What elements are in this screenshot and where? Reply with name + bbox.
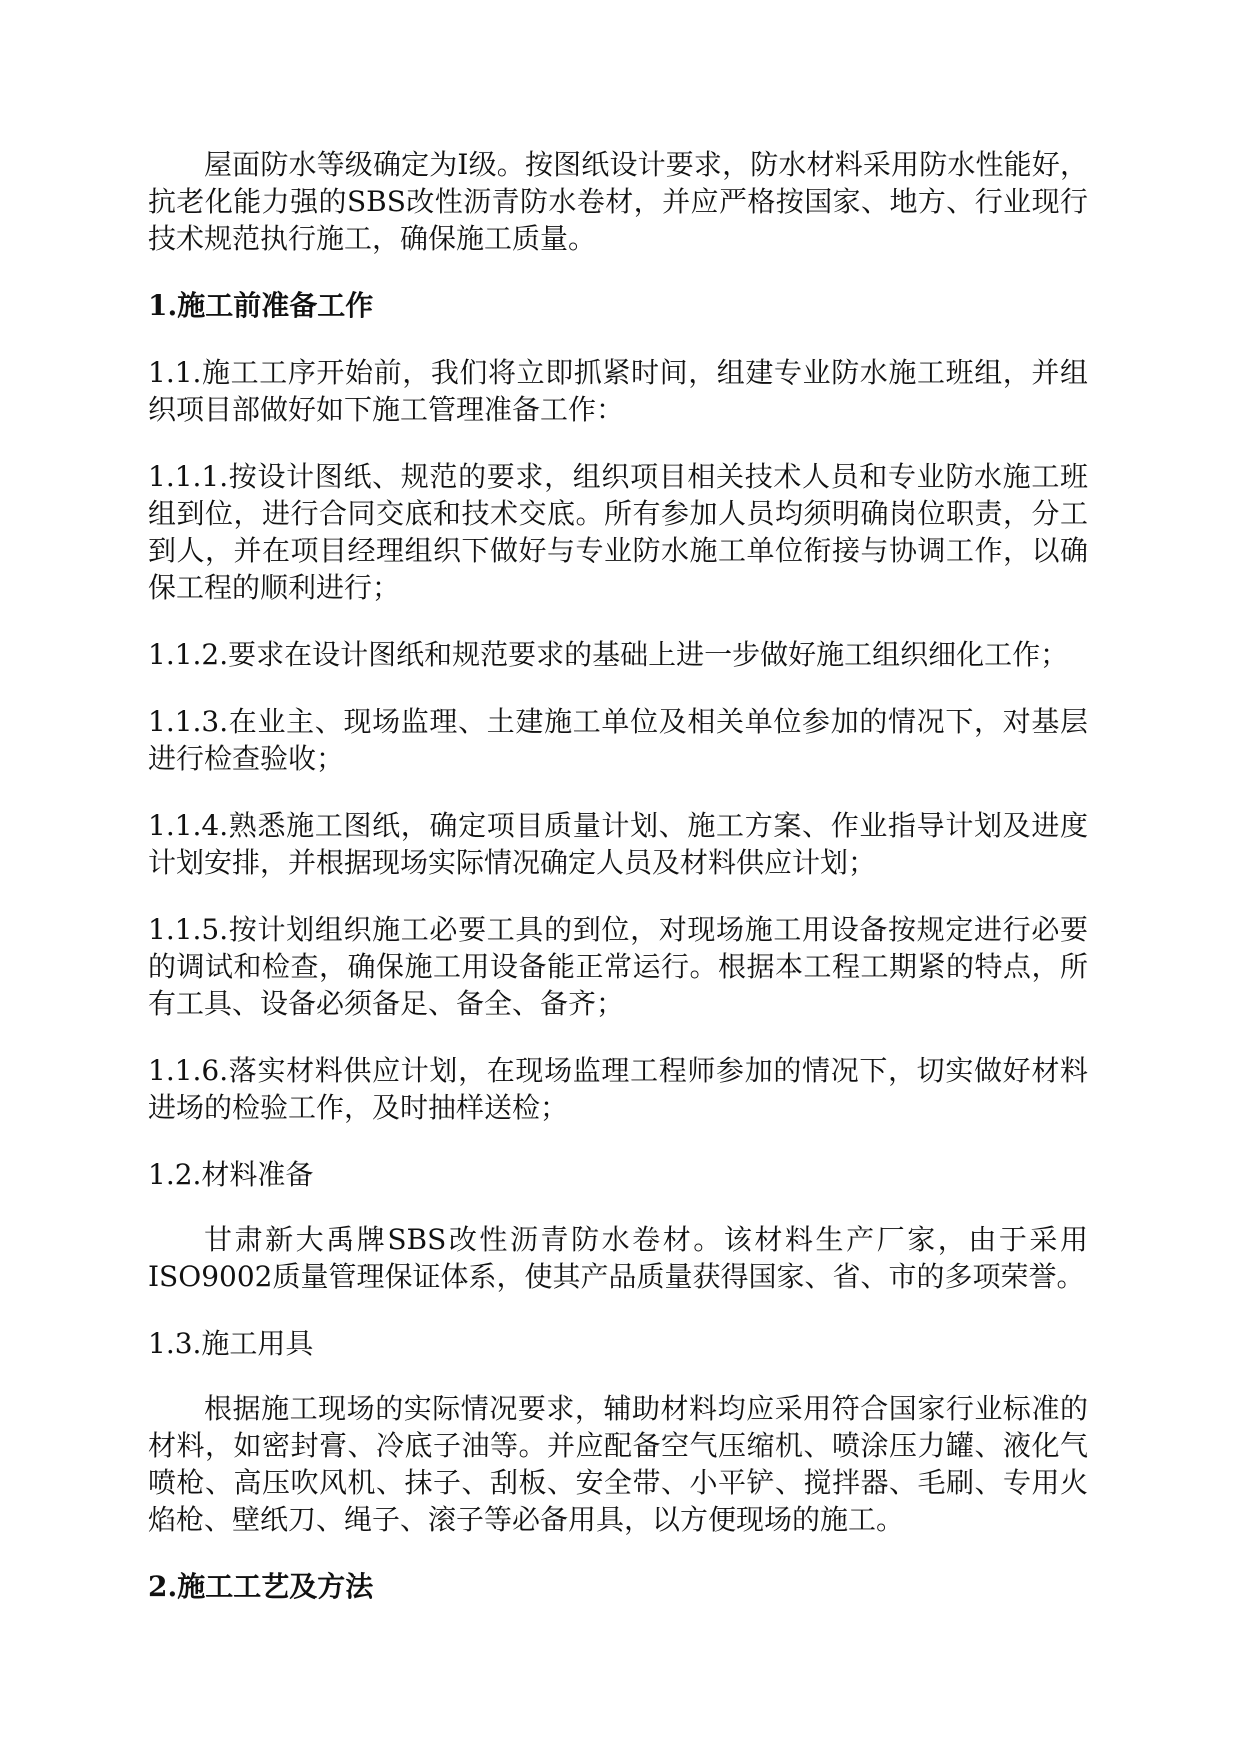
subheading-1-3: 1.3.施工用具 — [148, 1327, 314, 1360]
paragraph-1-1: 1.1.施工工序开始前，我们将立即抓紧时间，组建专业防水施工班组，并组织项目部做好如下施工管理准备工作： — [148, 356, 1088, 426]
paragraph-1-1-1: 1.1.1.按设计图纸、规范的要求，组织项目相关技术人员和专业防水施工班组到位，进行合同交底和技术交底。所有参加人员均须明确岗位职责，分工到人，并在项目经理组织下做好与专业防水施工单位衔接与协调工作，以确保工程的顺利进行； — [148, 460, 1088, 604]
paragraph-1-1-5: 1.1.5.按计划组织施工必要工具的到位，对现场施工用设备按规定进行必要的调试和检查，确保施工用设备能正常运行。根据本工程工期紧的特点，所有工具、设备必须备足、备全、备齐； — [148, 913, 1088, 1020]
intro-paragraph: 屋面防水等级确定为Ⅰ级。按图纸设计要求，防水材料采用防水性能好，抗老化能力强的SBS改性沥青防水卷材，并应严格按国家、地方、行业现行技术规范执行施工，确保施工质量。 — [148, 148, 1088, 255]
paragraph-1-2-body: 甘肃新大禹牌SBS改性沥青防水卷材。该材料生产厂家，由于采用ISO9002质量管理保证体系，使其产品质量获得国家、省、市的多项荣誉。 — [148, 1223, 1088, 1293]
section-2-heading: 2.施工工艺及方法 — [148, 1570, 374, 1603]
document-page — [148, 146, 1088, 1635]
paragraph-1-1-2: 1.1.2.要求在设计图纸和规范要求的基础上进一步做好施工组织细化工作； — [148, 638, 1069, 671]
section-1-heading: 1.施工前准备工作 — [148, 289, 374, 322]
subheading-1-2: 1.2.材料准备 — [148, 1158, 314, 1191]
paragraph-1-1-3: 1.1.3.在业主、现场监理、土建施工单位及相关单位参加的情况下，对基层进行检查验收； — [148, 705, 1088, 775]
paragraph-1-3-body: 根据施工现场的实际情况要求，辅助材料均应采用符合国家行业标准的材料，如密封膏、冷底子油等。并应配备空气压缩机、喷涂压力罐、液化气喷枪、高压吹风机、抹子、刮板、安全带、小平铲、搅拌器、毛刷、专用火焰枪、壁纸刀、绳子、滚子等必备用具，以方便现场的施工。 — [148, 1392, 1088, 1536]
paragraph-1-1-6: 1.1.6.落实材料供应计划，在现场监理工程师参加的情况下，切实做好材料进场的检验工作，及时抽样送检； — [148, 1054, 1088, 1124]
paragraph-1-1-4: 1.1.4.熟悉施工图纸，确定项目质量计划、施工方案、作业指导计划及进度计划安排，并根据现场实际情况确定人员及材料供应计划； — [148, 809, 1088, 879]
